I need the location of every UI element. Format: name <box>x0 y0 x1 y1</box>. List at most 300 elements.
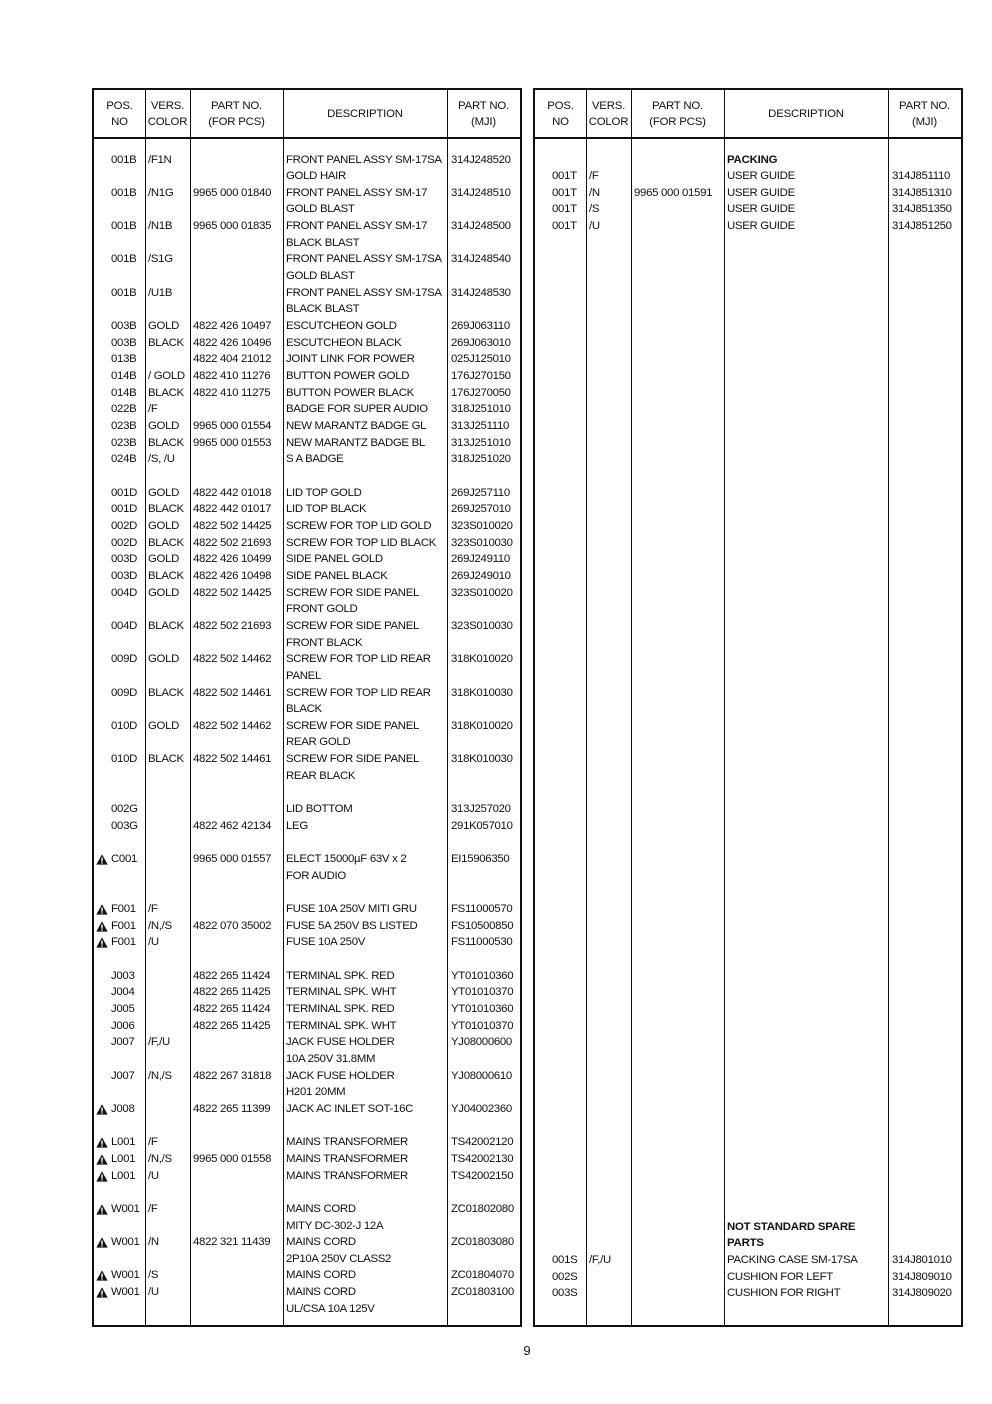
description-cell: TERMINAL SPK. RED <box>286 1002 395 1015</box>
pos-no-cell <box>94 934 145 951</box>
part-no-for-pcs-cell: 4822 265 11424 <box>193 1002 271 1015</box>
warning-icon <box>96 1270 108 1281</box>
part-no-for-pcs-cell: 4822 426 10497 <box>193 320 272 333</box>
pos-no-text: F001 <box>111 919 136 932</box>
pos-no-cell <box>94 335 145 352</box>
pos-no-text: F001 <box>111 936 136 949</box>
part-no-mji-cell: EI15906350 <box>451 853 510 866</box>
part-no-mji-cell: 291K057010 <box>451 819 513 832</box>
pos-no-text: 002D <box>111 519 138 532</box>
table-row <box>535 1269 961 1286</box>
table-section <box>94 1134 520 1184</box>
header-text: NO <box>111 115 128 128</box>
header-text: POS. <box>106 99 133 112</box>
part-no-for-pcs-cell: 4822 265 11424 <box>193 969 271 982</box>
table-row-continuation <box>94 601 520 618</box>
part-no-for-pcs-cell: 4822 502 14462 <box>193 653 272 666</box>
description-cell: SIDE PANEL GOLD <box>286 553 383 566</box>
description-cell: MAINS TRANSFORMER <box>286 1169 408 1182</box>
table-row <box>535 1252 961 1269</box>
pos-no-cell <box>94 1267 145 1284</box>
vers-color-cell <box>145 351 190 368</box>
table-row-continuation <box>94 734 520 751</box>
pos-no-cell <box>94 251 145 268</box>
vers-color-cell <box>145 1018 190 1035</box>
description-cell: UL/CSA 10A 125V <box>286 1302 375 1315</box>
part-no-for-pcs-cell: 9965 000 01591 <box>634 186 713 199</box>
vers-color-cell: BLACK <box>148 753 184 766</box>
description-cell: FRONT PANEL ASSY SM-17 <box>286 220 428 233</box>
vers-color-cell <box>145 984 190 1001</box>
pos-no-text: 013B <box>111 353 137 366</box>
description-cell: FUSE 10A 250V <box>286 936 366 949</box>
table-row <box>94 1001 520 1018</box>
pos-no-text: 002D <box>111 536 138 549</box>
pos-no-cell <box>535 201 586 218</box>
part-no-for-pcs-cell: 4822 442 01017 <box>193 503 272 516</box>
part-no-for-pcs-cell <box>190 301 283 318</box>
table-row <box>94 435 520 452</box>
pos-no-cell <box>94 901 145 918</box>
table-row <box>535 1285 961 1302</box>
table-section <box>535 152 961 235</box>
header-text: POS. <box>547 99 574 112</box>
part-no-mji-cell: 269J257010 <box>451 503 511 516</box>
part-no-mji-cell: 314J801010 <box>892 1254 952 1267</box>
table-row <box>94 1267 520 1284</box>
part-no-for-pcs-cell <box>190 1301 283 1318</box>
description-cell: LEG <box>286 819 308 832</box>
description-cell: SCREW FOR SIDE PANEL <box>286 753 420 766</box>
pos-no-text: W001 <box>111 1269 140 1282</box>
vers-color-cell <box>145 801 190 818</box>
table-row <box>94 968 520 985</box>
part-no-for-pcs-cell: 4822 410 11276 <box>193 370 271 383</box>
description-cell: LID TOP BLACK <box>286 503 367 516</box>
part-no-mji-cell: 314J248530 <box>451 286 511 299</box>
pos-no-cell <box>535 152 586 169</box>
pos-no-cell <box>94 1068 145 1085</box>
part-no-for-pcs-cell: 4822 502 14461 <box>193 753 272 766</box>
vers-color-cell <box>586 152 631 169</box>
description-cell: SCREW FOR TOP LID GOLD <box>286 519 432 532</box>
pos-no-cell <box>94 968 145 985</box>
pos-no-cell <box>94 1301 145 1318</box>
vers-color-cell <box>145 635 190 652</box>
description-cell: MAINS CORD <box>286 1202 356 1215</box>
header-text: (FOR PCS) <box>208 115 265 128</box>
table-body <box>535 139 961 1325</box>
vers-color-cell: /S, /U <box>148 453 175 466</box>
table-row <box>94 1201 520 1218</box>
pos-no-cell <box>94 1151 145 1168</box>
part-no-mji-cell: 176J270050 <box>451 386 511 399</box>
header-text: DESCRIPTION <box>327 107 403 120</box>
part-no-mji-cell: 318K010020 <box>451 653 513 666</box>
vers-color-cell: GOLD <box>148 719 180 732</box>
pos-no-cell <box>535 1269 586 1286</box>
part-no-for-pcs-cell <box>190 1168 283 1185</box>
part-no-for-pcs-cell <box>190 868 283 885</box>
part-no-for-pcs-cell <box>190 1034 283 1051</box>
part-no-for-pcs-cell <box>190 152 283 169</box>
vers-color-cell <box>145 768 190 785</box>
table-row <box>94 451 520 468</box>
vers-color-cell: BLACK <box>148 436 184 449</box>
description-cell: MITY DC-302-J 12A <box>286 1219 384 1232</box>
table-row <box>94 685 520 702</box>
part-no-for-pcs-cell <box>190 401 283 418</box>
table-row-continuation <box>94 1084 520 1101</box>
vers-color-cell: /U1B <box>148 286 173 299</box>
vers-color-cell: BLACK <box>148 686 184 699</box>
vers-color-cell <box>145 668 190 685</box>
pos-no-cell <box>94 301 145 318</box>
part-no-mji-cell: 314J809010 <box>892 1270 952 1283</box>
pos-no-cell <box>94 1234 145 1251</box>
vers-color-cell <box>145 868 190 885</box>
part-no-for-pcs-cell <box>631 1269 724 1286</box>
part-no-for-pcs-cell <box>190 1201 283 1218</box>
description-cell: MAINS CORD <box>286 1286 356 1299</box>
part-no-mji-cell <box>447 734 520 751</box>
pos-no-cell <box>94 618 145 635</box>
part-no-for-pcs-cell: 4822 265 11425 <box>193 1019 271 1032</box>
vers-color-cell <box>145 601 190 618</box>
warning-icon <box>96 854 108 865</box>
header-text: PART NO. <box>458 99 509 112</box>
part-no-for-pcs-cell: 4822 502 21693 <box>193 619 272 632</box>
table-row-continuation <box>94 868 520 885</box>
part-no-for-pcs-cell: 4822 462 42134 <box>193 819 272 832</box>
description-cell: SCREW FOR TOP LID BLACK <box>286 536 437 549</box>
table-row-continuation <box>94 768 520 785</box>
pos-no-cell <box>94 734 145 751</box>
table-row <box>94 401 520 418</box>
pos-no-cell <box>94 1101 145 1118</box>
vers-color-cell <box>586 1219 631 1236</box>
pos-no-cell <box>94 1018 145 1035</box>
vers-color-cell: BLACK <box>148 336 184 349</box>
description-cell: SCREW FOR TOP LID REAR <box>286 653 431 666</box>
part-no-for-pcs-cell <box>190 635 283 652</box>
part-no-for-pcs-cell <box>190 168 283 185</box>
part-no-mji-cell <box>447 768 520 785</box>
pos-no-cell <box>94 1251 145 1268</box>
description-cell: ELECT 15000µF 63V x 2 <box>286 853 407 866</box>
pos-no-cell <box>94 168 145 185</box>
description-cell: FRONT PANEL ASSY SM-17 <box>286 186 428 199</box>
part-no-for-pcs-cell <box>631 1235 724 1252</box>
part-no-for-pcs-cell <box>190 251 283 268</box>
part-no-mji-cell: YJ08000600 <box>451 1036 512 1049</box>
part-no-for-pcs-cell <box>190 201 283 218</box>
vers-color-cell: /U <box>589 220 600 233</box>
pos-no-text: 001D <box>111 503 138 516</box>
vers-color-cell: BLACK <box>148 503 184 516</box>
table-row <box>94 901 520 918</box>
part-no-for-pcs-cell: 4822 502 14461 <box>193 686 272 699</box>
vers-color-cell: /U <box>148 1169 159 1182</box>
table-row <box>94 1068 520 1085</box>
part-no-for-pcs-cell <box>190 1084 283 1101</box>
table-row-continuation <box>94 635 520 652</box>
pos-no-header <box>94 90 145 137</box>
description-cell: FRONT PANEL ASSY SM-17SA <box>286 153 442 166</box>
vers-color-cell <box>145 168 190 185</box>
section-heading-row <box>535 1219 961 1236</box>
description-cell: GOLD HAIR <box>286 170 346 183</box>
table-row <box>94 418 520 435</box>
part-no-mji-cell: 314J851110 <box>892 170 951 183</box>
pos-no-cell <box>535 168 586 185</box>
pos-no-text: 002G <box>111 803 138 816</box>
part-no-for-pcs-cell <box>190 768 283 785</box>
part-no-mji-cell: ZC01802080 <box>451 1202 514 1215</box>
description-cell: 10A 250V 31.8MM <box>286 1052 376 1065</box>
part-no-for-pcs-cell <box>631 1219 724 1236</box>
pos-no-cell <box>94 218 145 235</box>
part-no-for-pcs-cell: 4822 267 31818 <box>193 1069 272 1082</box>
part-no-mji-cell <box>447 1218 520 1235</box>
warning-icon <box>96 1104 108 1115</box>
part-no-for-pcs-cell: 4822 502 14425 <box>193 519 272 532</box>
table-row <box>94 485 520 502</box>
pos-no-text: J008 <box>111 1102 135 1115</box>
vers-color-cell <box>145 268 190 285</box>
warning-icon <box>96 1154 108 1165</box>
pos-no-text: 001B <box>111 186 137 199</box>
part-no-for-pcs-cell: 4822 502 21693 <box>193 536 272 549</box>
description-cell: MAINS TRANSFORMER <box>286 1136 408 1149</box>
part-no-mji-cell <box>447 701 520 718</box>
table-header <box>535 90 961 139</box>
part-no-mji-cell: YJ08000610 <box>451 1069 512 1082</box>
pos-no-text: 004D <box>111 619 138 632</box>
part-no-mji-cell: 318J251010 <box>451 403 511 416</box>
pos-no-text: L001 <box>111 1152 136 1165</box>
part-no-mji-cell: 314J851250 <box>892 220 952 233</box>
table-row-continuation <box>94 1051 520 1068</box>
table-row <box>94 1284 520 1301</box>
vers-color-cell <box>145 968 190 985</box>
part-no-for-pcs-cell <box>190 1251 283 1268</box>
part-no-mji-cell <box>447 268 520 285</box>
pos-no-text: 010D <box>111 719 138 732</box>
table-row-continuation <box>94 235 520 252</box>
pos-no-cell <box>94 851 145 868</box>
pos-no-cell <box>94 418 145 435</box>
pos-no-text: 014B <box>111 386 137 399</box>
part-no-for-pcs-cell: 4822 426 10496 <box>193 336 272 349</box>
part-no-mji-cell: 314J851310 <box>892 186 952 199</box>
table-row-continuation <box>94 268 520 285</box>
part-no-for-pcs-cell <box>190 1134 283 1151</box>
pos-no-text: W001 <box>111 1202 140 1215</box>
part-no-for-pcs-cell <box>631 168 724 185</box>
warning-icon <box>96 1287 108 1298</box>
description-cell: BUTTON POWER BLACK <box>286 386 414 399</box>
vers-color-cell <box>145 301 190 318</box>
part-no-mji-cell: 318J251020 <box>451 453 511 466</box>
vers-color-cell: /F <box>589 170 599 183</box>
description-cell: ESCUTCHEON BLACK <box>286 336 402 349</box>
vers-color-cell: /U <box>148 936 159 949</box>
pos-no-cell <box>94 1001 145 1018</box>
vers-color-cell: /S <box>148 1269 159 1282</box>
pos-no-cell <box>94 268 145 285</box>
table-row <box>94 1168 520 1185</box>
description-cell: SCREW FOR TOP LID REAR <box>286 686 431 699</box>
pos-no-cell <box>94 868 145 885</box>
pos-no-text: 023B <box>111 436 137 449</box>
description-cell: S A BADGE <box>286 453 344 466</box>
vers-color-cell: /N1G <box>148 186 174 199</box>
vers-color-cell: /F <box>148 403 158 416</box>
vers-color-cell: GOLD <box>148 519 180 532</box>
pos-no-cell <box>94 351 145 368</box>
warning-icon <box>96 921 108 932</box>
description-cell: JACK FUSE HOLDER <box>286 1036 395 1049</box>
pos-no-cell <box>94 185 145 202</box>
header-text: PART NO. <box>652 99 703 112</box>
pos-no-text: 001B <box>111 220 137 233</box>
part-no-mji-cell: 318K010030 <box>451 686 513 699</box>
table-row <box>94 1034 520 1051</box>
pos-no-text: L001 <box>111 1136 136 1149</box>
description-cell: SCREW FOR SIDE PANEL <box>286 586 420 599</box>
part-no-for-pcs-cell: 9965 000 01553 <box>193 436 272 449</box>
part-no-mji-cell <box>888 1235 961 1252</box>
table-header <box>94 90 520 139</box>
part-no-mji-cell: YT01010370 <box>451 986 514 999</box>
warning-icon <box>96 1204 108 1215</box>
pos-no-text: 003D <box>111 569 138 582</box>
vers-color-cell <box>145 734 190 751</box>
pos-no-cell <box>94 152 145 169</box>
part-no-mji-cell: TS42002150 <box>451 1169 514 1182</box>
vers-color-cell: BLACK <box>148 569 184 582</box>
description-cell: FRONT PANEL ASSY SM-17SA <box>286 253 442 266</box>
pos-no-text: 003B <box>111 336 137 349</box>
part-no-mji-cell: FS11000530 <box>451 936 513 949</box>
description-cell: JACK AC INLET SOT-16C <box>286 1102 414 1115</box>
table-section <box>94 801 520 834</box>
part-no-for-pcs-cell <box>190 1051 283 1068</box>
table-row <box>94 984 520 1001</box>
part-no-mji-cell: 269J249110 <box>451 553 510 566</box>
pos-no-cell <box>94 751 145 768</box>
pos-no-cell <box>94 1051 145 1068</box>
section-heading: PARTS <box>727 1237 764 1250</box>
pos-no-cell <box>535 218 586 235</box>
pos-no-text: 003G <box>111 819 138 832</box>
header-text: PART NO. <box>211 99 262 112</box>
vers-color-cell: /S <box>589 203 600 216</box>
pos-no-cell <box>94 535 145 552</box>
part-no-mji-cell: 318K010020 <box>451 719 513 732</box>
pos-no-cell <box>94 401 145 418</box>
part-no-mji-cell: 314J248520 <box>451 153 511 166</box>
pos-no-cell <box>94 1284 145 1301</box>
vers-color-cell <box>145 235 190 252</box>
pos-no-text: 001T <box>552 220 577 233</box>
pos-no-cell <box>94 485 145 502</box>
description-cell: NEW MARANTZ BADGE GL <box>286 420 427 432</box>
part-no-for-pcs-cell: 9965 000 01558 <box>193 1152 272 1165</box>
part-no-mji-cell: 313J251110 <box>451 420 510 432</box>
vers-color-cell <box>145 701 190 718</box>
description-header <box>283 90 447 137</box>
pos-no-text: 001B <box>111 286 137 299</box>
part-no-for-pcs-cell <box>190 801 283 818</box>
part-no-mji-cell: TS42002120 <box>451 1136 514 1149</box>
vers-color-cell <box>586 1269 631 1286</box>
pos-no-cell <box>94 601 145 618</box>
pos-no-text: J006 <box>111 1019 135 1032</box>
pos-no-cell <box>94 1084 145 1101</box>
vers-color-cell: / GOLD <box>148 370 185 383</box>
pos-no-text: 001B <box>111 153 137 166</box>
pos-no-cell <box>94 668 145 685</box>
table-row <box>94 801 520 818</box>
pos-no-cell <box>94 685 145 702</box>
pos-no-cell <box>535 1252 586 1269</box>
vers-color-cell: /F,/U <box>589 1254 611 1267</box>
pos-no-text: 004D <box>111 586 138 599</box>
part-no-for-pcs-cell <box>190 285 283 302</box>
description-cell: USER GUIDE <box>727 186 795 199</box>
part-no-mji-cell: 323S010030 <box>451 536 513 549</box>
description-cell: JACK FUSE HOLDER <box>286 1069 395 1082</box>
description-cell: JOINT LINK FOR POWER <box>286 353 415 366</box>
pos-no-cell <box>94 918 145 935</box>
description-cell: FRONT BLACK <box>286 636 363 649</box>
part-no-mji-cell: FS10500850 <box>451 919 514 932</box>
table-row <box>94 368 520 385</box>
part-no-mji-cell: 313J257020 <box>451 803 511 816</box>
part-no-for-pcs-cell: 4822 070 35002 <box>193 919 272 932</box>
vers-color-cell: /N,/S <box>148 1152 172 1165</box>
pos-no-cell <box>94 201 145 218</box>
description-cell: SIDE PANEL BLACK <box>286 569 388 582</box>
part-no-for-pcs-cell <box>631 218 724 235</box>
part-no-for-pcs-cell <box>631 201 724 218</box>
table-row-continuation <box>94 1218 520 1235</box>
pos-no-text: 022B <box>111 403 137 416</box>
table-section <box>94 485 520 785</box>
table-row <box>94 1234 520 1251</box>
description-cell: BUTTON POWER GOLD <box>286 370 410 383</box>
vers-color-cell <box>586 1285 631 1302</box>
part-no-for-pcs-cell: 9965 000 01840 <box>193 186 272 199</box>
part-no-mji-cell <box>447 668 520 685</box>
header-text: VERS. <box>150 99 185 112</box>
header-text: (MJI) <box>471 115 496 128</box>
vers-color-cell: /F,/U <box>148 1036 170 1049</box>
warning-icon <box>96 1237 108 1248</box>
vers-color-cell: /F1N <box>148 153 172 166</box>
part-no-mji-cell: FS11000570 <box>451 903 513 916</box>
part-no-for-pcs-cell <box>190 1267 283 1284</box>
table-row-continuation <box>94 1301 520 1318</box>
part-no-mji-cell: 269J063110 <box>451 320 510 333</box>
table-row-continuation <box>94 668 520 685</box>
pos-no-text: 001T <box>552 170 577 183</box>
description-cell: SCREW FOR SIDE PANEL <box>286 719 420 732</box>
pos-no-cell <box>94 385 145 402</box>
vers-color-cell: GOLD <box>148 586 180 599</box>
